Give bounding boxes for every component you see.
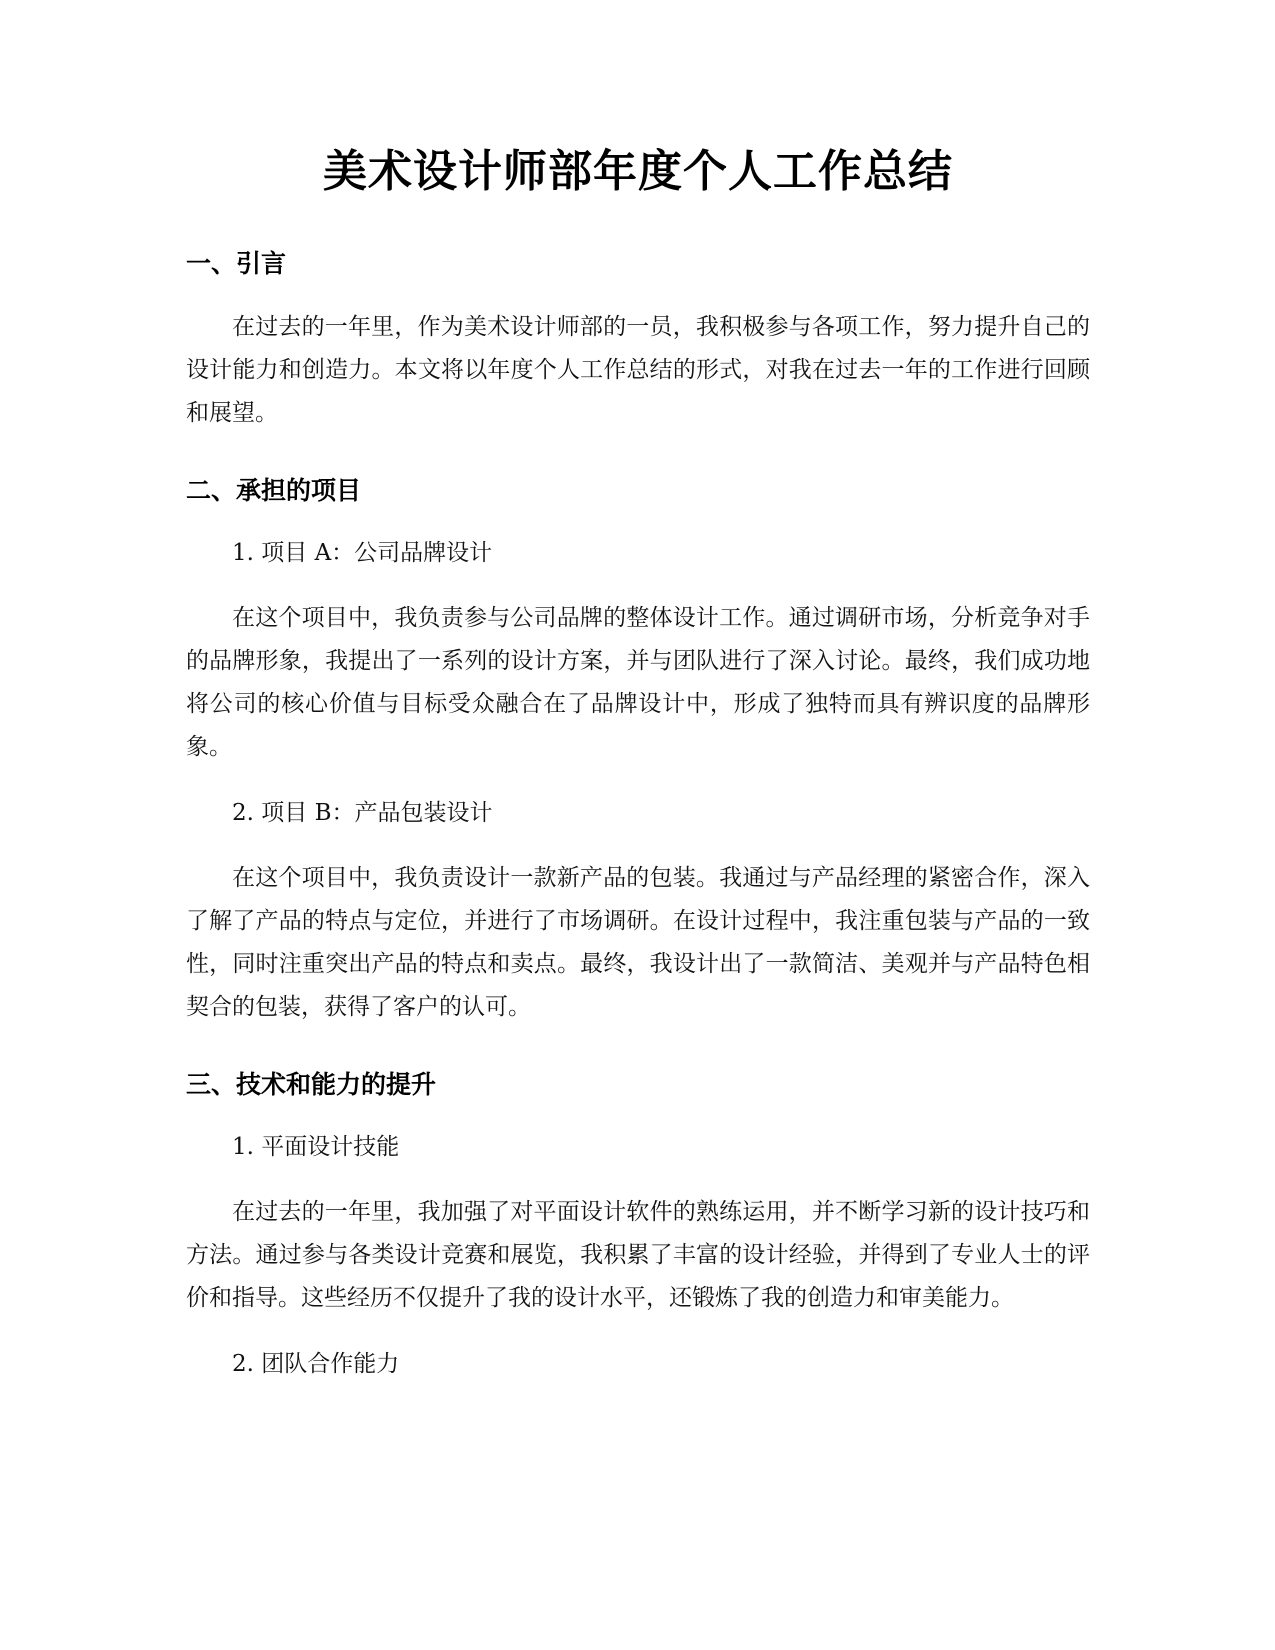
section-heading-introduction: 一、引言 bbox=[186, 249, 287, 278]
project-a-label: 1. 项目 A：公司品牌设计 bbox=[232, 540, 493, 566]
project-a-paragraph: 在这个项目中，我负责参与公司品牌的整体设计工作。通过调研市场，分析竞争对手的品牌形象，我提出了一系列的设计方案，并与团队进行了深入讨论。最终，我们成功地将公司的核心价值与目标受众融合在了品牌设计中，形成了独特而具有辨识度的品牌形象。 bbox=[186, 605, 1090, 760]
section-heading-skills: 三、技术和能力的提升 bbox=[186, 1070, 437, 1099]
document-title: 美术设计师部年度个人工作总结 bbox=[323, 146, 953, 197]
project-b-label: 2. 项目 B：产品包装设计 bbox=[232, 800, 493, 826]
section-heading-projects: 二、承担的项目 bbox=[186, 476, 362, 505]
document-body bbox=[186, 140, 1090, 1384]
graphic-design-paragraph: 在过去的一年里，我加强了对平面设计软件的熟练运用，并不断学习新的设计技巧和方法。通过参与各类设计竞赛和展览，我积累了丰富的设计经验，并得到了专业人士的评价和指导。这些经历不仅提升了我的设计水平，还锻炼了我的创造力和审美能力。 bbox=[186, 1199, 1090, 1311]
graphic-design-label: 1. 平面设计技能 bbox=[232, 1134, 400, 1160]
project-b-paragraph: 在这个项目中，我负责设计一款新产品的包装。我通过与产品经理的紧密合作，深入了解了产品的特点与定位，并进行了市场调研。在设计过程中，我注重包装与产品的一致性，同时注重突出产品的特点和卖点。最终，我设计出了一款简洁、美观并与产品特色相契合的包装，获得了客户的认可。 bbox=[186, 865, 1090, 1020]
introduction-paragraph: 在过去的一年里，作为美术设计师部的一员，我积极参与各项工作，努力提升自己的设计能力和创造力。本文将以年度个人工作总结的形式，对我在过去一年的工作进行回顾和展望。 bbox=[186, 314, 1090, 426]
teamwork-label: 2. 团队合作能力 bbox=[232, 1351, 400, 1377]
